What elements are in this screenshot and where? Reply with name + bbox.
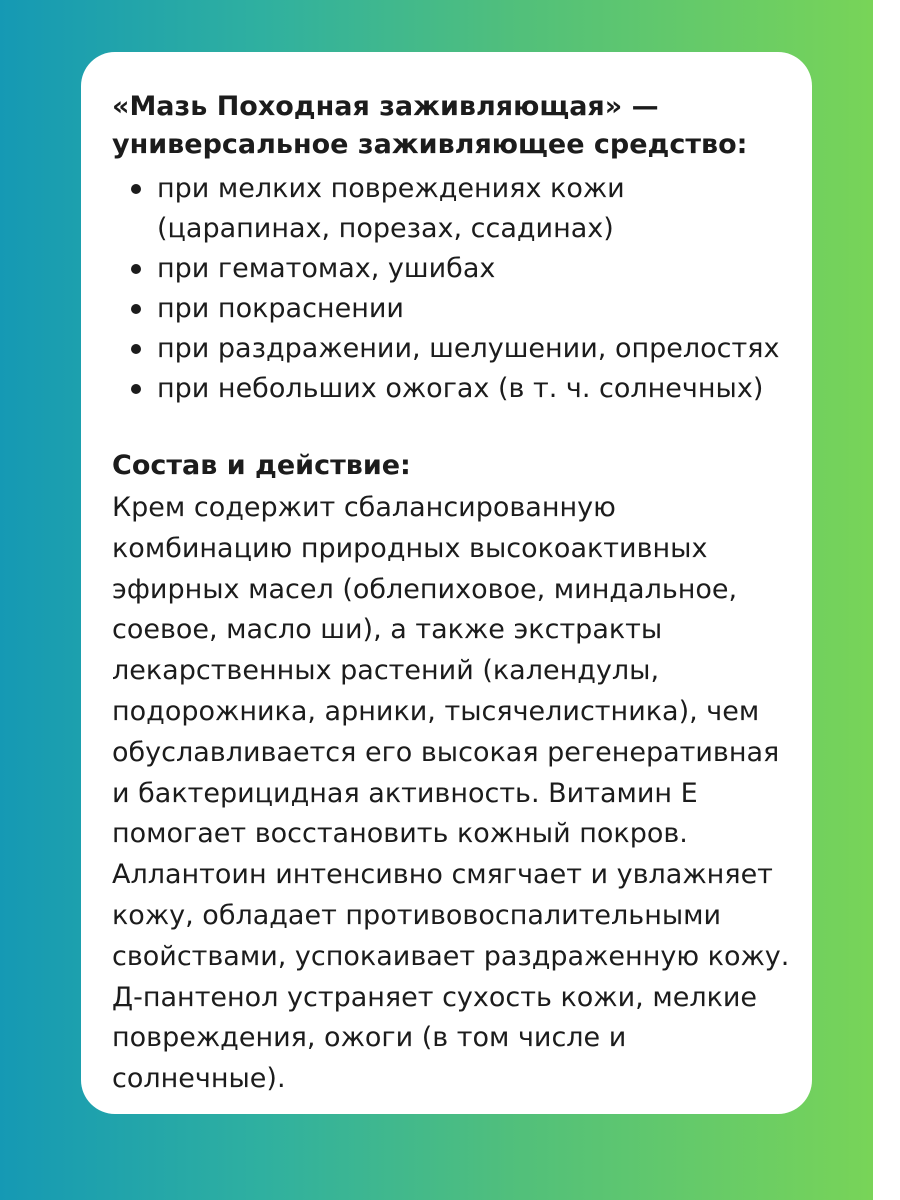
bullet-icon [131, 264, 141, 274]
list-item-text: при мелких повреждениях кожи (царапинах, порезах, ссадинах) [157, 173, 625, 244]
composition-title: Состав и действие: [112, 450, 411, 481]
bullet-icon [131, 184, 141, 194]
list-item [112, 169, 790, 249]
bullet-icon [131, 384, 141, 394]
composition-text: Крем содержит сбалансированную комбинацию природных высокоактивных эфирных масел (облепиховое, миндальное, соевое, масло ши), а также экстракты лекарственных растений (календулы, подорожника, арники, тысячелистника), чем обуславливается его высокая регенеративная и бактерицидная активность. Витамин Е помогает восстановить кожный покров. Аллантоин интенсивно смягчает и увлажняет кожу, обладает противовоспалительными свойствами, успокаивает раздраженную кожу. Д-пантенол устраняет сухость кожи, мелкие повреждения, ожоги (в том числе и солнечные). [112, 492, 790, 1095]
info-card [81, 52, 812, 1114]
list-item [112, 249, 790, 289]
list-item-text: при раздражении, шелушении, опрелостях [157, 333, 780, 364]
list-item [112, 329, 790, 369]
bullet-icon [131, 304, 141, 314]
list-item-text: при гематомах, ушибах [157, 253, 496, 284]
list-item [112, 289, 790, 329]
bullet-icon [131, 344, 141, 354]
composition-section [112, 446, 790, 1100]
list-item-text: при покраснении [157, 293, 404, 324]
list-item-text: при небольших ожогах (в т. ч. солнечных) [157, 373, 764, 404]
indications-list [112, 169, 790, 409]
product-heading: «Мазь Походная заживляющая» — универсальное заживляющее средство: [112, 91, 748, 160]
list-item [112, 369, 790, 409]
